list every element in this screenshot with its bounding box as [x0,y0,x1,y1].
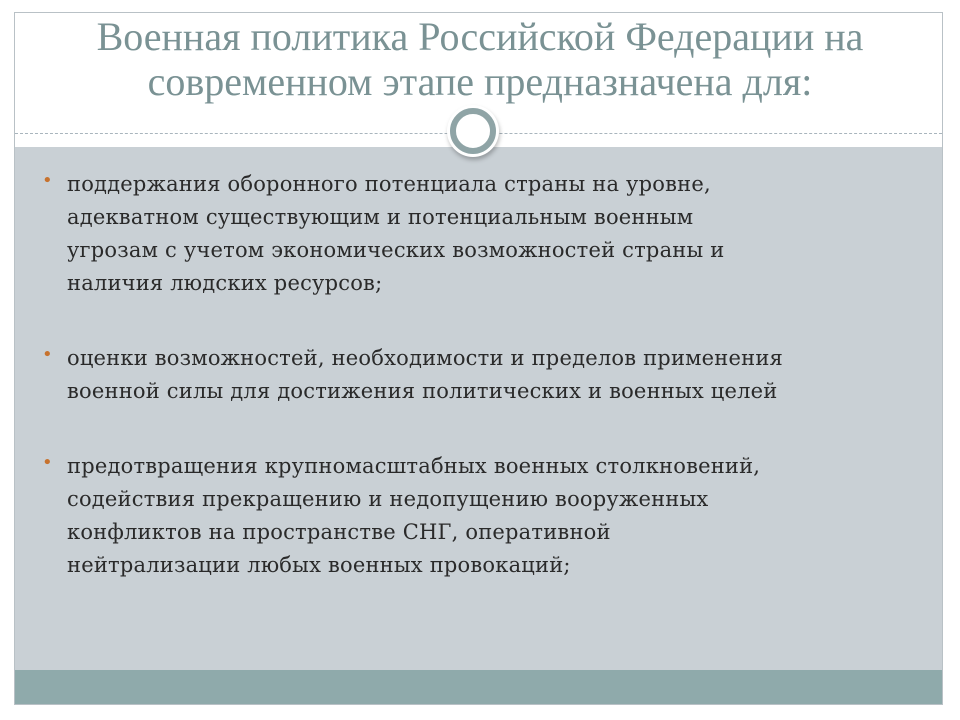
ring-ornament-icon [450,108,496,154]
bullet-line: военной силы для достижения политических и военных целей [67,379,778,403]
bullet-item-prevention [40,450,900,582]
bullet-line: предотвращения крупномасштабных военных столкновений, [67,454,761,478]
bullet-dot-icon: • [42,170,53,191]
bullet-line: оценки возможностей, необходимости и пределов применения [67,346,783,370]
bullet-line: поддержания оборонного потенциала страны на уровне, [67,172,711,196]
bullet-dot-icon: • [42,344,53,365]
title-line-2: современном этапе предназначена для: [147,59,813,104]
bullet-item-assessment [40,342,900,408]
bullet-line: содействия прекращению и недопущению вооруженных [67,487,709,511]
bullet-line: адекватном существующим и потенциальным военным [67,205,694,229]
bullet-dot-icon: • [42,452,53,473]
bullet-item-defense-potential [40,168,900,300]
title-line-1: Военная политика Российской Федерации на [96,14,864,59]
bullet-line: наличия людских ресурсов; [67,271,383,295]
bullet-line: конфликтов на пространстве СНГ, оперативной [67,520,611,544]
slide-title [40,14,920,104]
bullet-list [40,168,900,624]
bullet-line: нейтрализации любых военных провокаций; [67,553,571,577]
footer-band [15,670,942,704]
bullet-line: угрозам с учетом экономических возможностей страны и [67,238,725,262]
